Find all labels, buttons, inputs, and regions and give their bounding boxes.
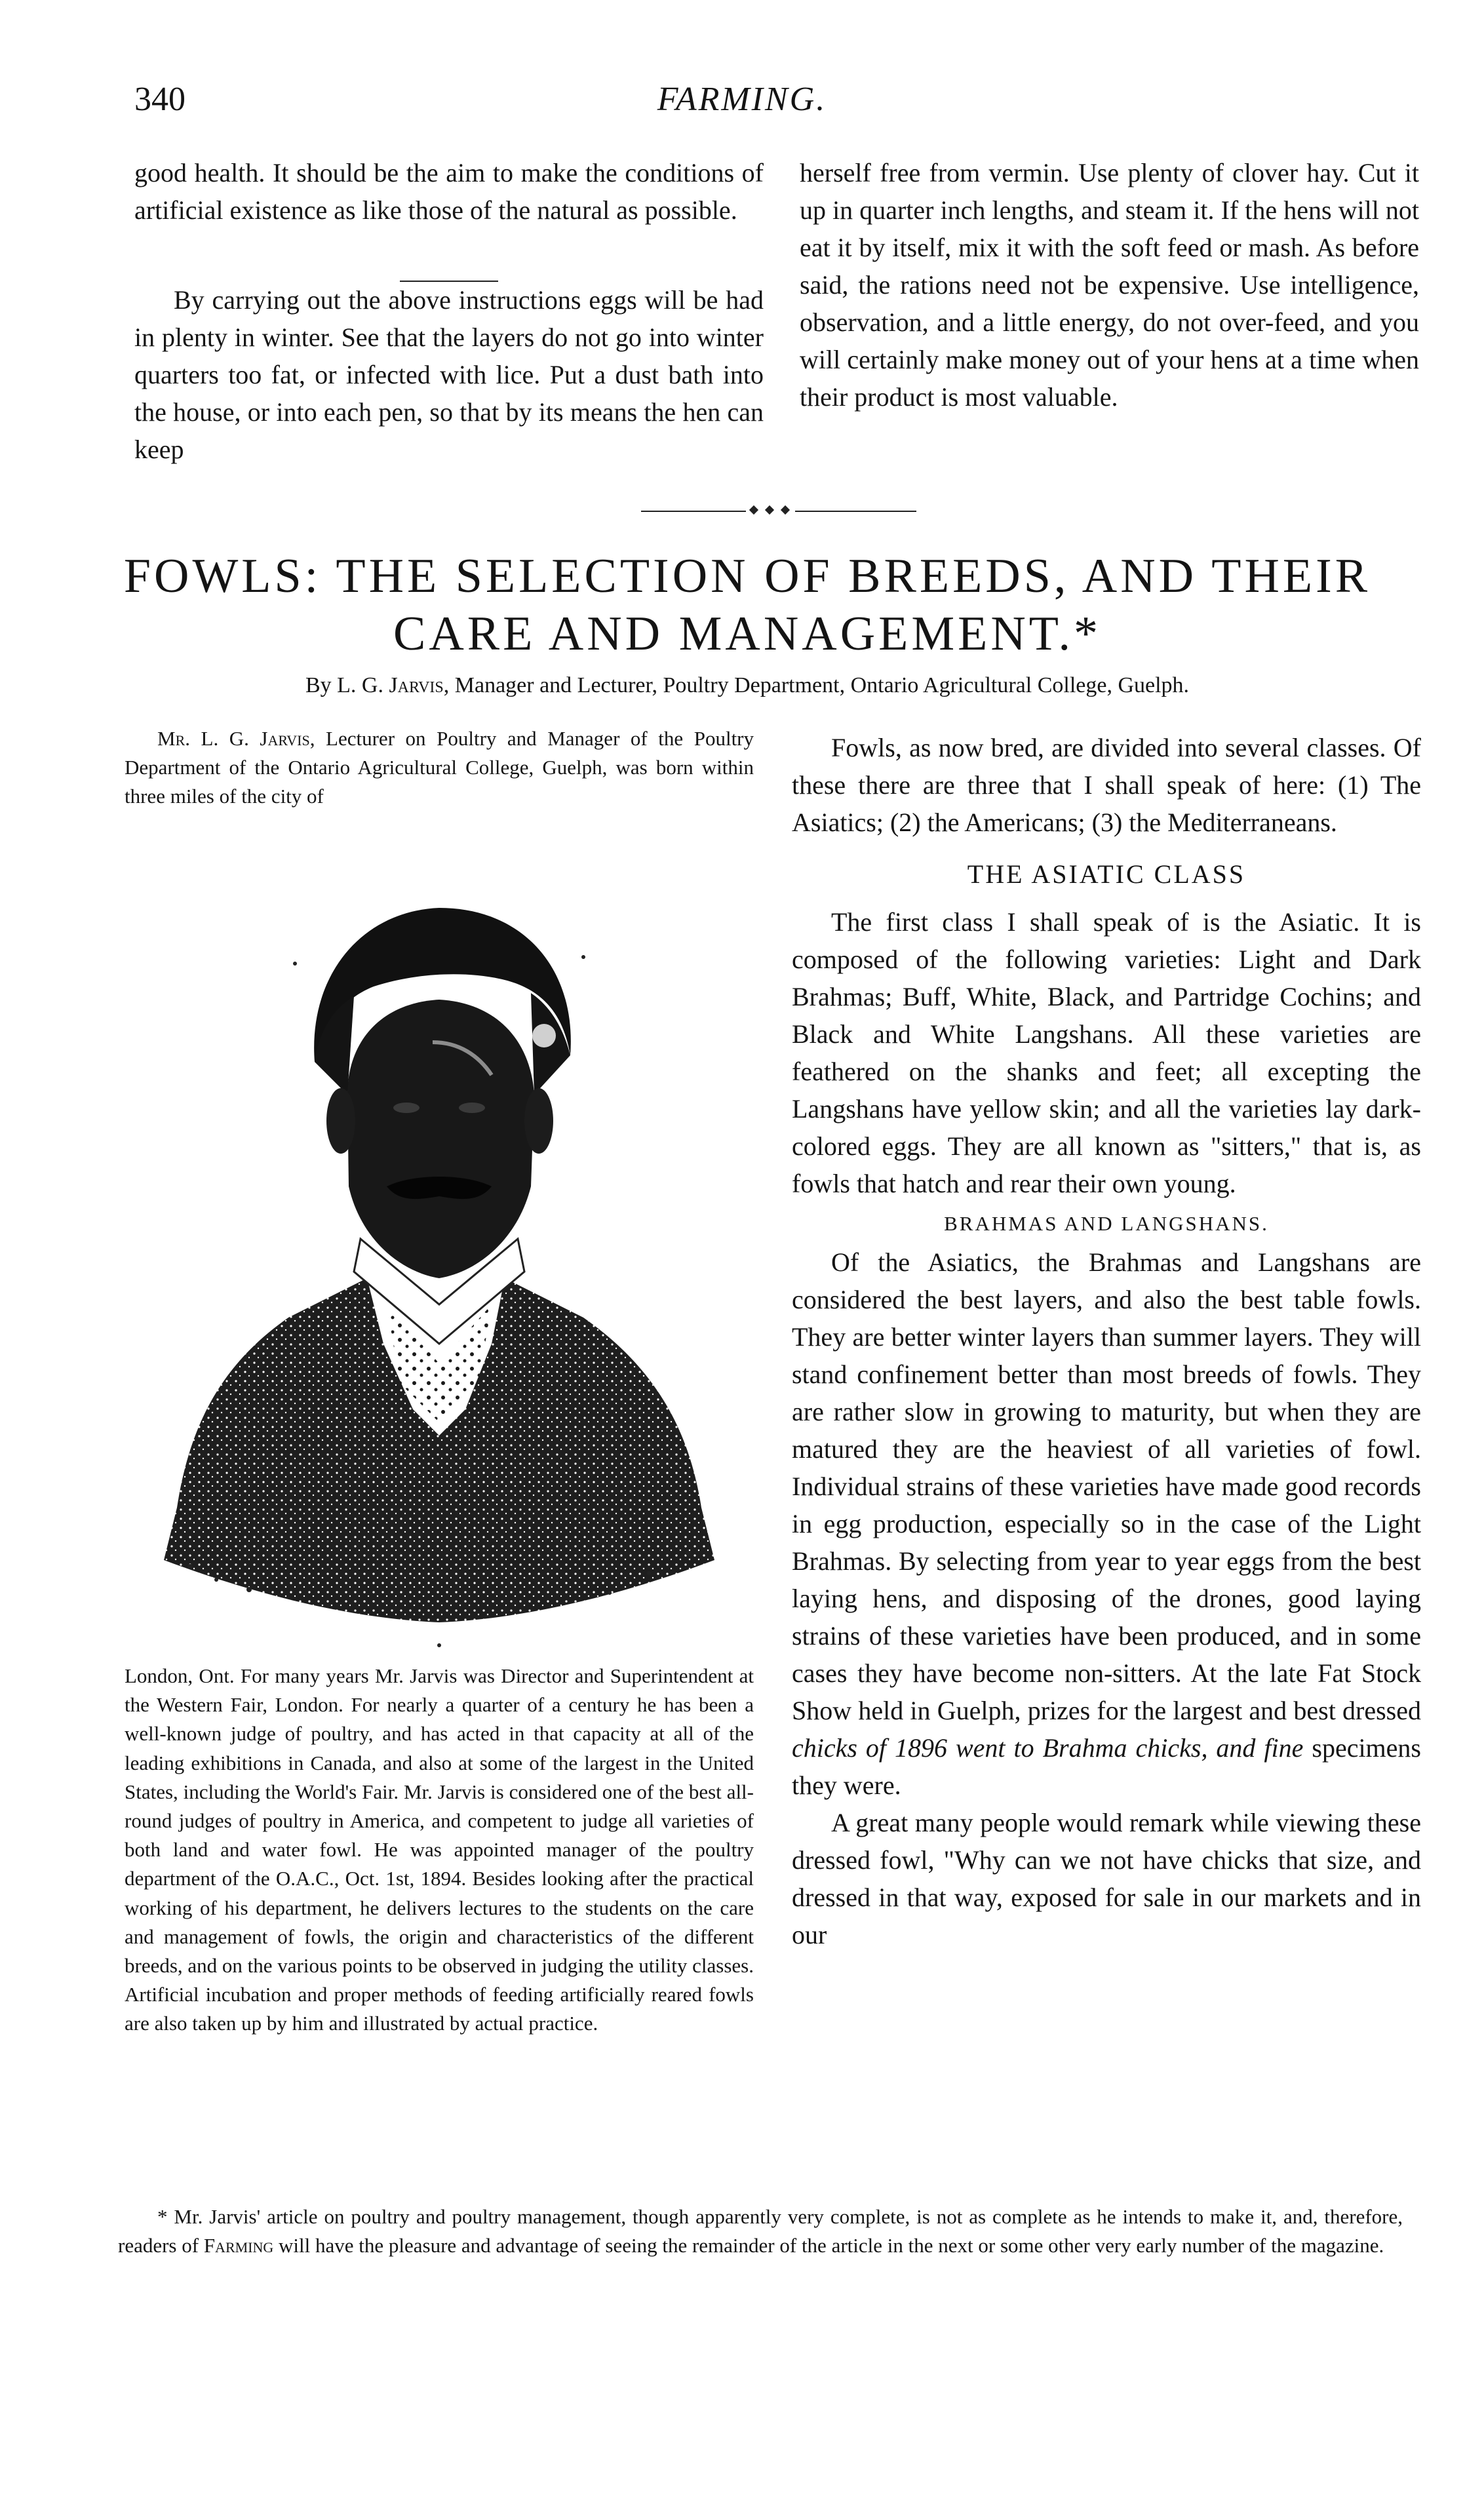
top-right-column [800, 154, 1419, 416]
ornamental-rule [641, 505, 916, 518]
paragraph: Fowls, as now bred, are divided into several classes. Of these there are three that I shall speak of here: (1) The Asiatics; (2) the Americans; (3) the Mediterraneans. [792, 733, 1421, 837]
portrait-engraving [151, 846, 728, 1658]
page-number: 340 [134, 81, 186, 118]
section-heading: THE ASIATIC CLASS [967, 859, 1246, 889]
byline: By L. G. Jarvis, Manager and Lecturer, Poultry Department, Ontario Agricultural College, Guelph. [305, 673, 1190, 697]
bio-caption-top: Mr. L. G. Jarvis, Lecturer on Poultry and Manager of the Poultry Department of the Ontario Agricultural College, Guelph, was born within three miles of the city of [125, 727, 754, 808]
subsection-heading: BRAHMAS AND LANGSHANS. [944, 1212, 1269, 1235]
magazine-name: Farming [203, 2234, 274, 2257]
right-column [792, 729, 1421, 1953]
paragraph: Of the Asiatics, the Brahmas and Langshans are considered the best layers, and also the best table fowls. They are better winter layers than summer layers. They will stand confinement better than most breeds of fowls. They are rather slow in growing to maturity, but when they are matured they are the heaviest of all varieties of fowl. Individual strains of these varieties have made good records in egg production, especially so in the case of the Light Brahmas. By selecting from year to year eggs from the best laying hens, and disposing of the drones, good laying strains of these varieties have been produced, and in some cases they have become non-sitters. At the late Fat Stock Show held in Guelph, prizes for the largest and best dressed chicks of 1896 went to Brahma chicks, and fine specimens they were. [792, 1247, 1421, 1800]
section-divider [400, 281, 498, 282]
paragraph: By carrying out the above instructions eggs will be had in plenty in winter. See that the layers do not go into winter quarters too fat, or infected with lice. Put a dust bath into the house, or into each pen, so that by its means the hen can keep [134, 285, 764, 464]
paragraph: herself free from vermin. Use plenty of clover hay. Cut it up in quarter inch lengths, and steam it. If the hens will not eat it by itself, mix it with the soft feed or mash. As before said, the rations need not be expensive. Use intelligence, observation, and a little energy, do not over-feed, and you will certainly make money out of your hens at a time when their product is most valuable. [800, 158, 1419, 412]
bio-name: Mr. L. G. Jarvis [157, 727, 310, 750]
article-title-line1: FOWLS: THE SELECTION OF BREEDS, AND THEIR [123, 549, 1371, 603]
paragraph: The first class I shall speak of is the Asiatic. It is composed of the following varieties: Light and Dark Brahmas; Buff, White, Black, and Partridge Cochins; and Black and White Langshans. All these varieties are feathered on the shanks and feet; all excepting the Langshans have yellow skin; and all the varieties lay dark-colored eggs. They are all known as "sitters," that is, as fowls that hatch and rear their own young. [792, 907, 1421, 1198]
paragraph: London, Ont. For many years Mr. Jarvis was Director and Superintendent at the Western Fair, London. For nearly a quarter of a century he has been a well-known judge of poultry, and has acted in that capacity at all of the leading exhibitions in Canada, and also at some of the largest in the United States, including the World's Fair. Mr. Jarvis is considered one of the best all-round judges of poultry in America, and competent to judge all varieties of both land and water fowl. He was appointed manager of the poultry department of the O.A.C., Oct. 1st, 1894. Besides looking after the practical working of his department, he delivers lectures to the students on the care and management of fowls, the origin and characteristics of the different breeds, and on the various points to be observed in judging the utility classes. Artificial incubation and proper methods of feeding artificially reared fowls are also taken up by him and illustrated by actual practice. [125, 1664, 754, 2035]
top-left-column [134, 154, 764, 468]
bio-caption-bottom [125, 1662, 754, 2039]
article-title [85, 547, 1409, 663]
footnote: * Mr. Jarvis' article on poultry and poultry management, though apparently very complete, is not as complete as he intends to make it, and, therefore, readers of Farming will have the pleasure and advantage of seeing the remainder of the article in the next or some other very early number of the magazine. [118, 2205, 1403, 2257]
paragraph: A great many people would remark while viewing these dressed fowl, "Why can we not have chicks that size, and dressed in that way, exposed for sale in our markets and in our [792, 1808, 1421, 1949]
article-title-line2: CARE AND MANAGEMENT.* [393, 607, 1101, 661]
running-title: FARMING. [657, 81, 827, 118]
paragraph: good health. It should be the aim to make the conditions of artificial existence as like those of the natural as possible. [134, 158, 764, 225]
author-name: Jarvis [389, 673, 444, 697]
